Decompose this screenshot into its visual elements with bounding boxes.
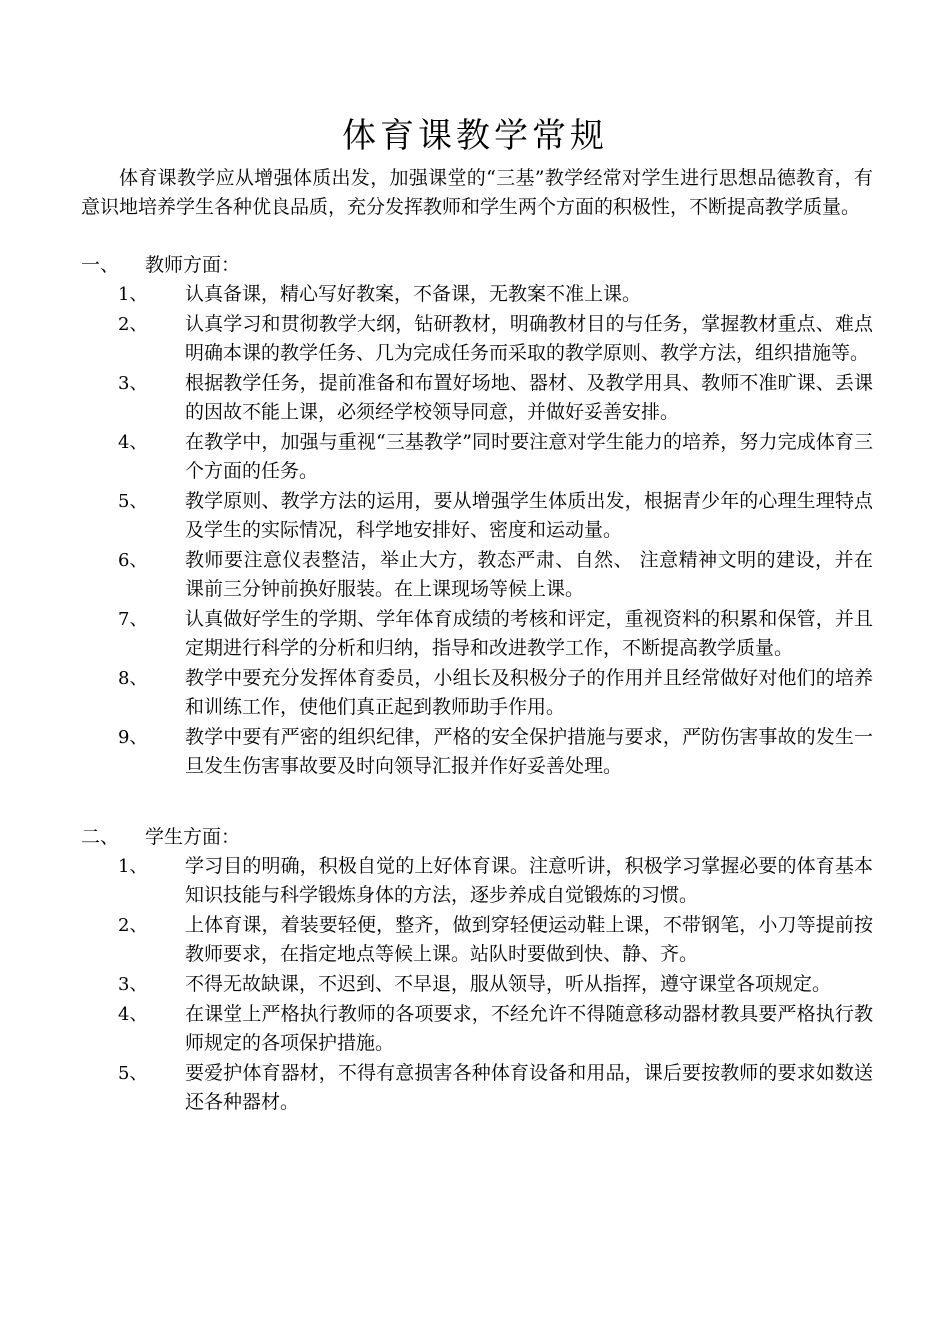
- item-text: 教学中要充分发挥体育委员，小组长及积极分子的作用并且经常做好对他们的培养和训练工作，使他们真正起到教师助手作用。: [185, 667, 873, 718]
- list-item: [0, 852, 950, 910]
- student-items-list: [0, 852, 950, 1118]
- item-text: 在课堂上严格执行教师的各项要求，不经允许不得随意移动器材教具要严格执行教师规定的各项保护措施。: [185, 1003, 873, 1054]
- list-item: [0, 487, 950, 545]
- document-title: 体育课教学常规: [342, 116, 608, 156]
- item-text: 教师要注意仪表整洁，举止大方，教态严肃、自然、 注意精神文明的建设，并在课前三分钟前换好服装。在上课现场等候上课。: [185, 549, 873, 600]
- item-number: 7、: [118, 609, 148, 630]
- list-item: [0, 1059, 950, 1117]
- item-text: 要爱护体育器材，不得有意损害各种体育设备和用品，课后要按教师的要求如数送还各种器材。: [185, 1062, 873, 1113]
- item-text: 教学中要有严密的组织纪律，严格的安全保护措施与要求，严防伤害事故的发生一旦发生伤害事故要及时向领导汇报并作好妥善处理。: [185, 726, 873, 777]
- item-number: 2、: [118, 314, 148, 335]
- item-text: 教学原则、教学方法的运用，要从增强学生体质出发，根据青少年的心理生理特点及学生的实际情况，科学地安排好、密度和运动量。: [185, 490, 873, 541]
- intro-paragraph: 体育课教学应从增强体质出发，加强课堂的“三基”教学经常对学生进行思想品德教育，有意识地培养学生各种优良品质，充分发挥教师和学生两个方面的积极性，不断提高教学质量。: [81, 167, 873, 218]
- item-number: 3、: [118, 974, 148, 995]
- list-item: [0, 428, 950, 486]
- list-item: [0, 664, 950, 722]
- list-item: [0, 546, 950, 604]
- item-text: 认真备课，精心写好教案，不备课，无教案不准上课。: [185, 283, 642, 305]
- item-number: 8、: [118, 668, 148, 689]
- list-item: [0, 310, 950, 368]
- section-heading-students: [81, 823, 240, 852]
- teacher-items-list: [0, 280, 950, 782]
- item-number: 5、: [118, 491, 148, 512]
- list-item: [0, 280, 950, 309]
- section-number: 二、: [81, 826, 120, 848]
- list-item: [0, 369, 950, 427]
- item-text: 认真做好学生的学期、学年体育成绩的考核和评定，重视资料的积累和保管，并且定期进行科学的分析和归纳，指导和改进教学工作，不断提高教学质量。: [185, 608, 873, 659]
- section-title: 学生方面：: [145, 826, 241, 848]
- list-item: [0, 605, 950, 663]
- item-text: 认真学习和贯彻教学大纲，钻研教材，明确教材目的与任务，掌握教材重点、难点明确本课的教学任务、几为完成任务而采取的教学原则、教学方法，组织措施等。: [185, 313, 873, 364]
- item-number: 6、: [118, 550, 148, 571]
- list-item: [0, 911, 950, 969]
- section-number: 一、: [81, 254, 120, 276]
- section-title: 教师方面：: [145, 254, 241, 276]
- item-number: 2、: [118, 915, 148, 936]
- list-item: [0, 970, 950, 999]
- item-number: 5、: [118, 1063, 148, 1084]
- section-heading-teachers: [81, 251, 240, 280]
- item-text: 不得无故缺课，不迟到、不早退，服从领导，听从指挥，遵守课堂各项规定。: [185, 973, 832, 995]
- item-text: 学习目的明确，积极自觉的上好体育课。注意听讲，积极学习掌握必要的体育基本知识技能与科学锻炼身体的方法，逐步养成自觉锻炼的习惯。: [185, 855, 873, 906]
- item-number: 4、: [118, 432, 148, 453]
- item-number: 1、: [118, 856, 148, 877]
- list-item: [0, 723, 950, 781]
- item-text: 根据教学任务，提前准备和布置好场地、器材、及教学用具、教师不准旷课、丢课的因故不能上课，必须经学校领导同意，并做好妥善安排。: [185, 372, 873, 423]
- item-number: 9、: [118, 727, 148, 748]
- item-text: 上体育课，着装要轻便，整齐，做到穿轻便运动鞋上课，不带钢笔，小刀等提前按教师要求，在指定地点等候上课。站队时要做到快、静、齐。: [185, 914, 873, 965]
- item-text: 在教学中，加强与重视“三基教学”同时要注意对学生能力的培养，努力完成体育三个方面的任务。: [185, 431, 873, 482]
- item-number: 4、: [118, 1004, 148, 1025]
- list-item: [0, 1000, 950, 1058]
- item-number: 1、: [118, 284, 148, 305]
- item-number: 3、: [118, 373, 148, 394]
